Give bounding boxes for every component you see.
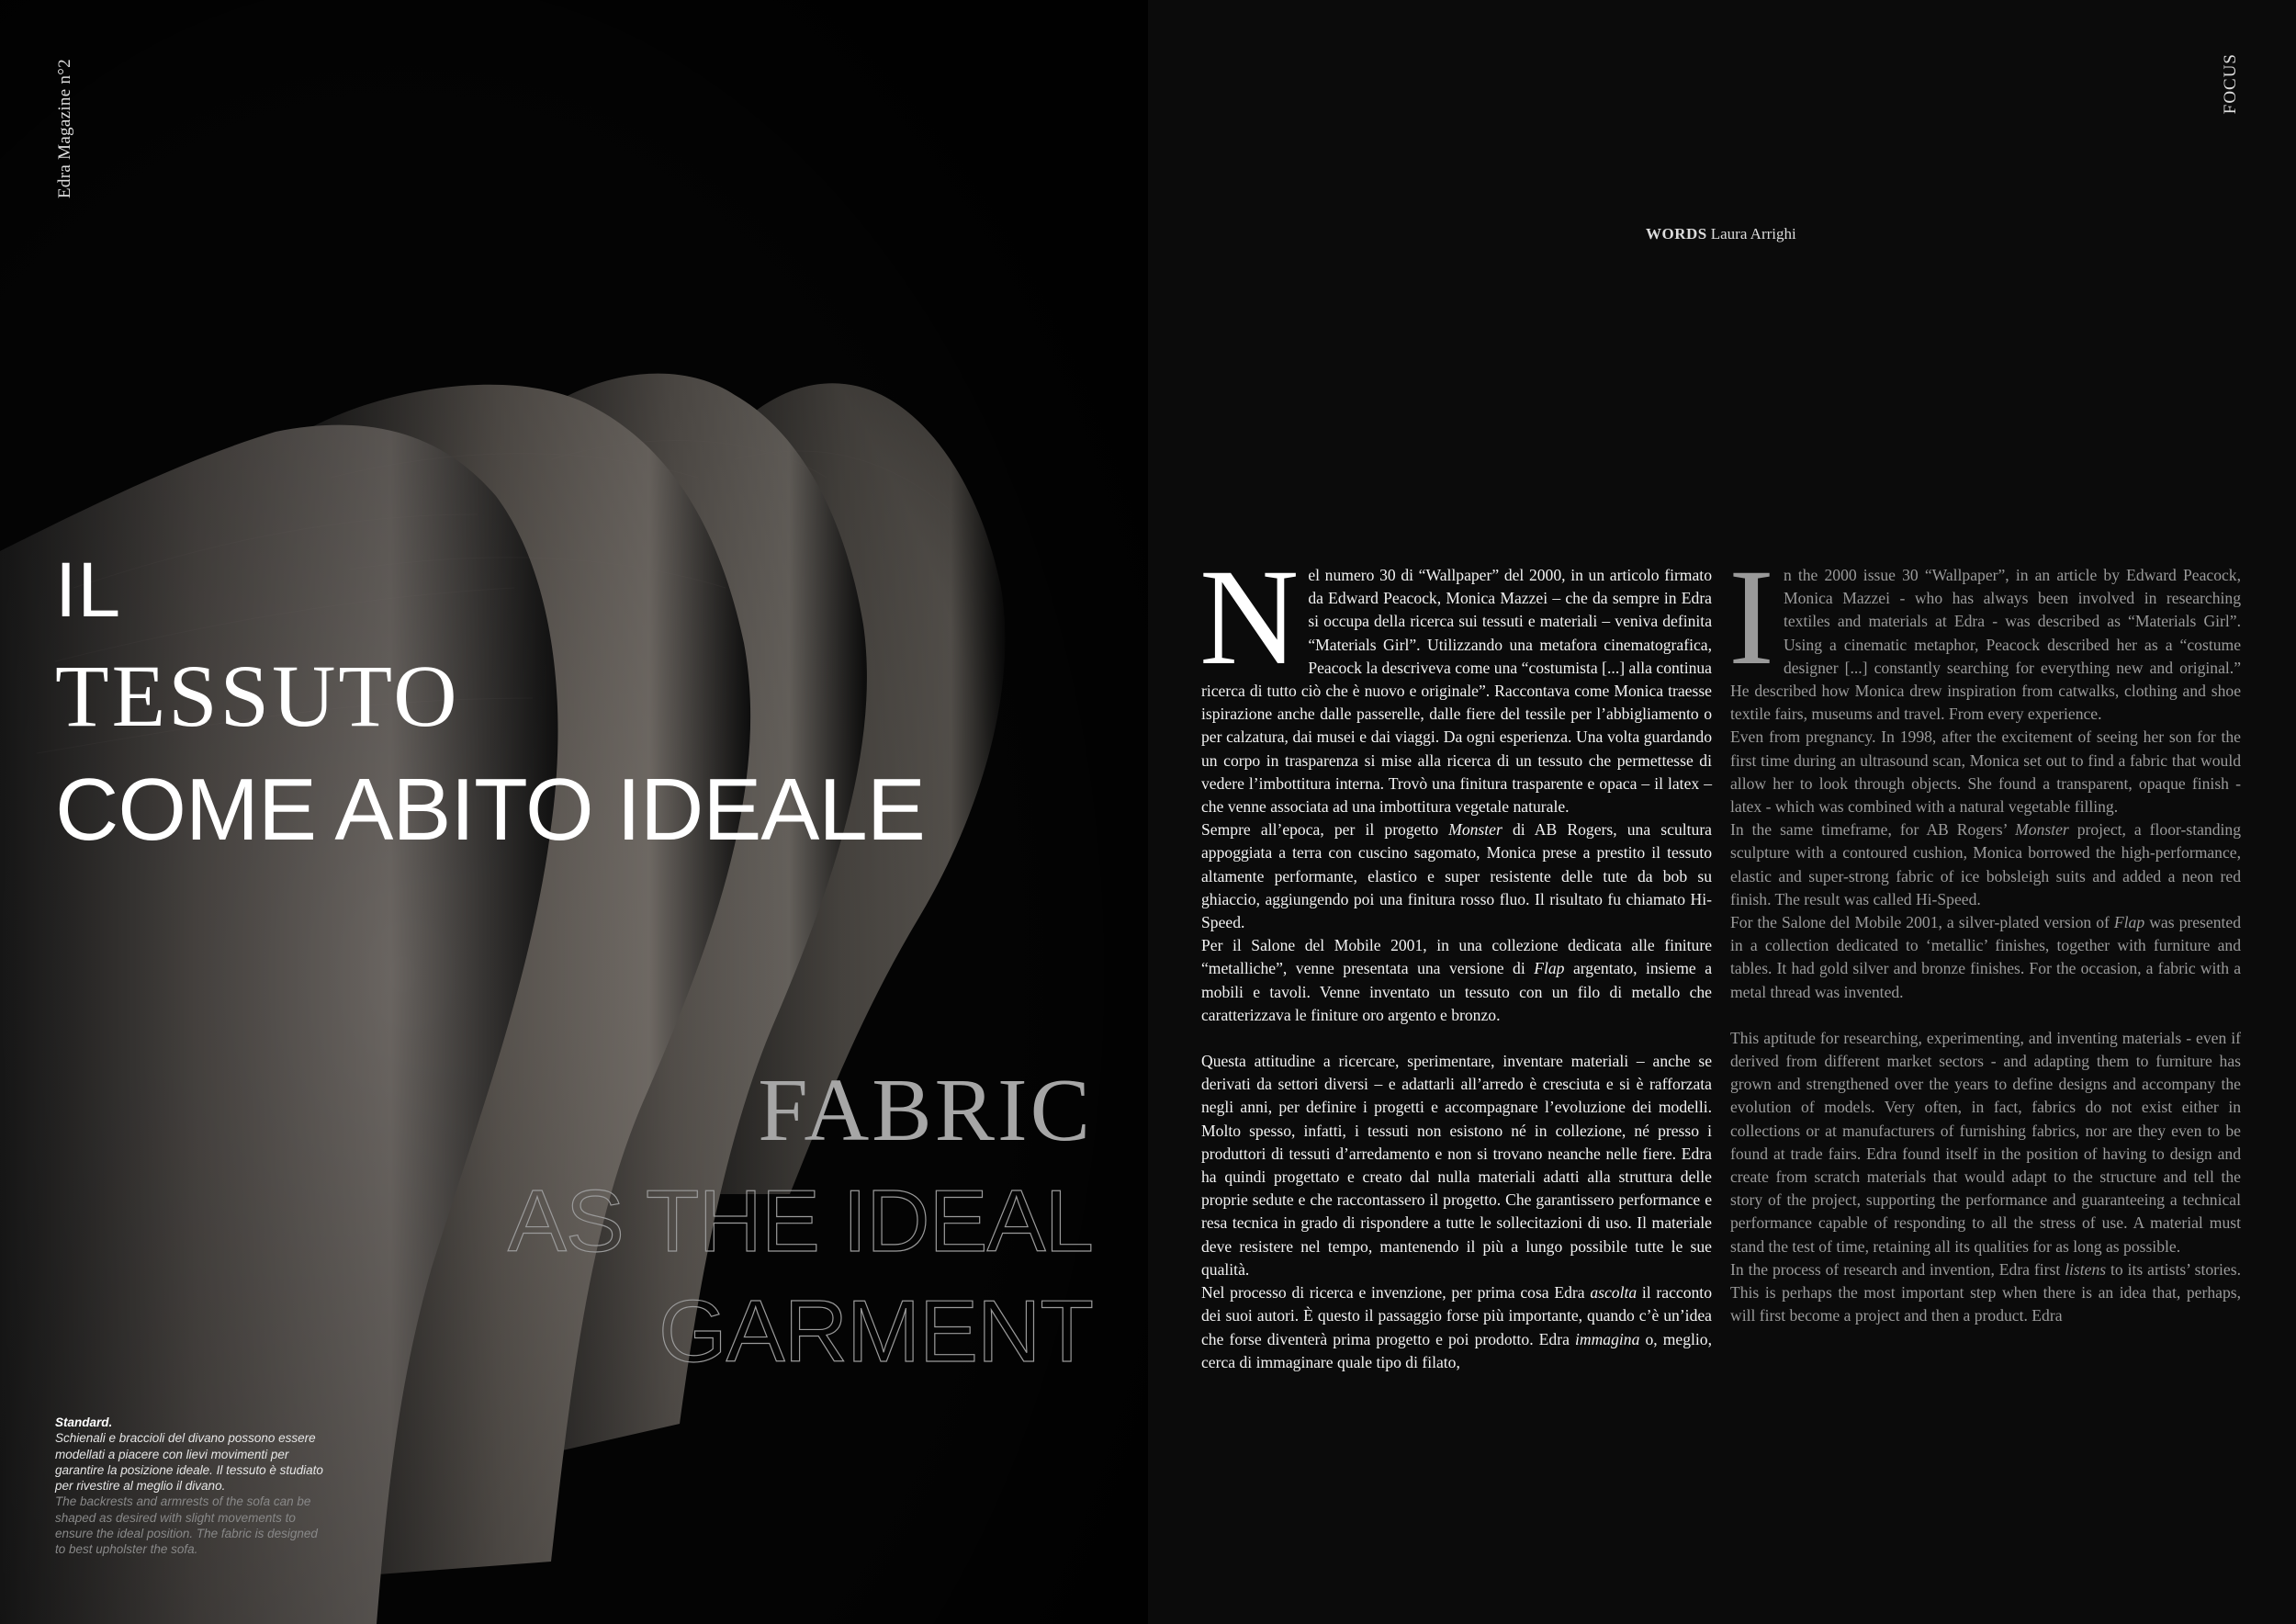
title-en-line1: FABRIC xyxy=(758,1061,1093,1160)
article-en-paragraph: In the same timeframe, for AB Rogers’ Monster project, a floor-standing sculpture with a contoured cushion, Monica borrowed the high-performance, elastic and super-strong fabric of ice bobsleigh suits and added a neon red finish. The result was called Hi-Speed. xyxy=(1730,820,2241,908)
title-en-line3: GARMENT xyxy=(658,1282,1093,1381)
caption-english: The backrests and armrests of the sofa can be shaped as desired with slight movements to ensure the ideal position. The fabric is designed to best upholster the sofa. xyxy=(55,1494,318,1557)
caption-title: Standard. xyxy=(55,1415,113,1429)
title-it-line3: COME ABITO IDEALE xyxy=(55,761,925,859)
caption-italian: Schienali e braccioli del divano possono essere modellati a piacere con lievi movimenti per garantire la posizione ideale. Il tessuto è studiato per rivestire al meglio il divano. xyxy=(55,1431,323,1494)
article-it-paragraph: Nel processo di ricerca e invenzione, per prima cosa Edra ascolta il racconto dei suoi autori. È questo il passaggio forse più importante, quando c’è un’idea che forse diventerà prima progetto e poi prodotto. Edra immagina o, meglio, cerca di immaginare quale tipo di filato, xyxy=(1201,1283,1712,1371)
article-column-english xyxy=(1730,564,2241,1328)
article-it-paragraph: Per il Salone del Mobile 2001, in una collezione dedicata alle finiture “metalliche”, venne presentata una versione di Flap argentato, insieme a mobili e tavoli. Venne inventato un tessuto con un filo di metallo che caratterizzava le finiture oro argento e bronzo. xyxy=(1201,936,1712,1024)
article-it-paragraph: Sempre all’epoca, per il progetto Monster di AB Rogers, una scultura appoggiata a terra con cuscino sagomato, Monica prese a prestito il tessuto altamente performante, elastico e super resistente delle tute da bob su ghiaccio, aggiungendo poi una finitura rosso fluo. Il risultato fu chiamato Hi-Speed. xyxy=(1201,820,1712,932)
article-it-paragraph xyxy=(1201,564,1712,818)
article-en-paragraph: This aptitude for researching, experimenting, and inventing materials - even if derived from different market sectors - and adapting them to furniture has grown and strengthened over the years to define designs and accompany the evolution of models. Very often, in fact, fabrics do not exist either in collections or at manufacturers of furnishing fabrics, nor are they even to be found at trade fairs. Edra found itself in the position of having to design and create from scratch materials that would adapt to the structure and tell the story of the project, supporting the performance and guaranteeing a technical performance capable of responding to all the stress of use. A material must stand the test of time, retaining all its qualities for as long as possible. xyxy=(1730,1028,2241,1256)
magazine-issue-label xyxy=(55,59,92,242)
byline-author: Laura Arrighi xyxy=(1710,225,1796,242)
dropcap-en: I xyxy=(1728,564,1774,694)
dropcap-it: N xyxy=(1199,564,1300,694)
article-en-paragraph: Even from pregnancy. In 1998, after the excitement of seeing her son for the first time during an ultrasound scan, Monica set out to find a fabric that would allow her to look through objects. She found a transparent, opaque finish - latex - which was combined with a natural vegetable filling. xyxy=(1730,727,2241,817)
byline-label: WORDS xyxy=(1646,225,1707,242)
byline xyxy=(1646,225,1796,243)
article-it-p1: el numero 30 di “Wallpaper” del 2000, in un articolo firmato da Edward Peacock, Monica Mazzei – che da sempre in Edra si occupa della ricerca sui tessuti e materiali – veniva definita “Materials Girl”. Utilizzando una metafora cinematografica, Peacock la descriveva come una “costumista [...] alla continua ricerca di tutto ciò che è nuovo e originale”. Raccontava come Monica traesse ispirazione anche dalle passerelle, dalle fiere del tessile per l’abbigliamento o per calzatura, dai musei e dai viaggi. Da ogni esperienza. Una volta guardando un corpo in trasparenza si mise alla ricerca di un tessuto che permettesse di vedere l’imbottitura interna. Trovò una finitura trasparente e opaca – il latex – che venne associata ad una imbottitura vegetale naturale. xyxy=(1201,566,1712,817)
article-column-italian xyxy=(1201,564,1712,1374)
article-en-paragraph xyxy=(1730,564,2241,726)
article-en-paragraph: For the Salone del Mobile 2001, a silver-plated version of Flap was presented in a collection dedicated to ‘metallic’ finishes, together with furniture and tables. It had gold silver and bronze finishes. For the occasion, a fabric with a metal thread was invented. xyxy=(1730,913,2241,1001)
magazine-issue-text: Edra Magazine n°2 xyxy=(55,59,74,198)
section-text: FOCUS xyxy=(2221,53,2240,115)
section-label xyxy=(2204,53,2241,136)
article-it-paragraph: Questa attitudine a ricercare, sperimentare, inventare materiali – anche se derivati da settori diversi – e adattarli all’arredo è cresciuta e si è rafforzata negli anni, per definire i progetti e accompagnare l’evoluzione dei modelli. Molto spesso, infatti, i tessuti non esistono né in collezione, né presso i produttori di tessuti d’arredamento e non si trovano neanche nelle fiere. Edra ha quindi progettato e creato dal nulla materiali adatti alla struttura delle proprie sedute e che raccontassero il progetto. Che garantissero performance e resa tecnica in grado di rispondere a tutte le sollecitazioni di uso. Il materiale deve resistere nel tempo, mantenendo il più a lungo possibile tutte le sue qualità. xyxy=(1201,1052,1712,1279)
title-it-line1: IL xyxy=(55,547,122,633)
title-en-line2: AS THE IDEAL xyxy=(507,1172,1093,1270)
article-body xyxy=(0,564,2296,1624)
title-it-line2: TESSUTO xyxy=(55,647,460,745)
article-en-p1: n the 2000 issue 30 “Wallpaper”, in an article by Edward Peacock, Monica Mazzei - who has always been involved in researching textiles and materials at Edra - was described as “Materials Girl”. Using a cinematic metaphor, Peacock described her as a “costume designer [...] constantly searching for everything new and original.” He described how Monica drew inspiration from catwalks, clothing and shoe textile fairs, museums and travel. From every experience. xyxy=(1730,566,2241,724)
article-en-paragraph: In the process of research and invention, Edra first listens to its artists’ stories. This is perhaps the most important step when there is an idea that, perhaps, will first become a project and then a product. Edra xyxy=(1730,1259,2241,1325)
